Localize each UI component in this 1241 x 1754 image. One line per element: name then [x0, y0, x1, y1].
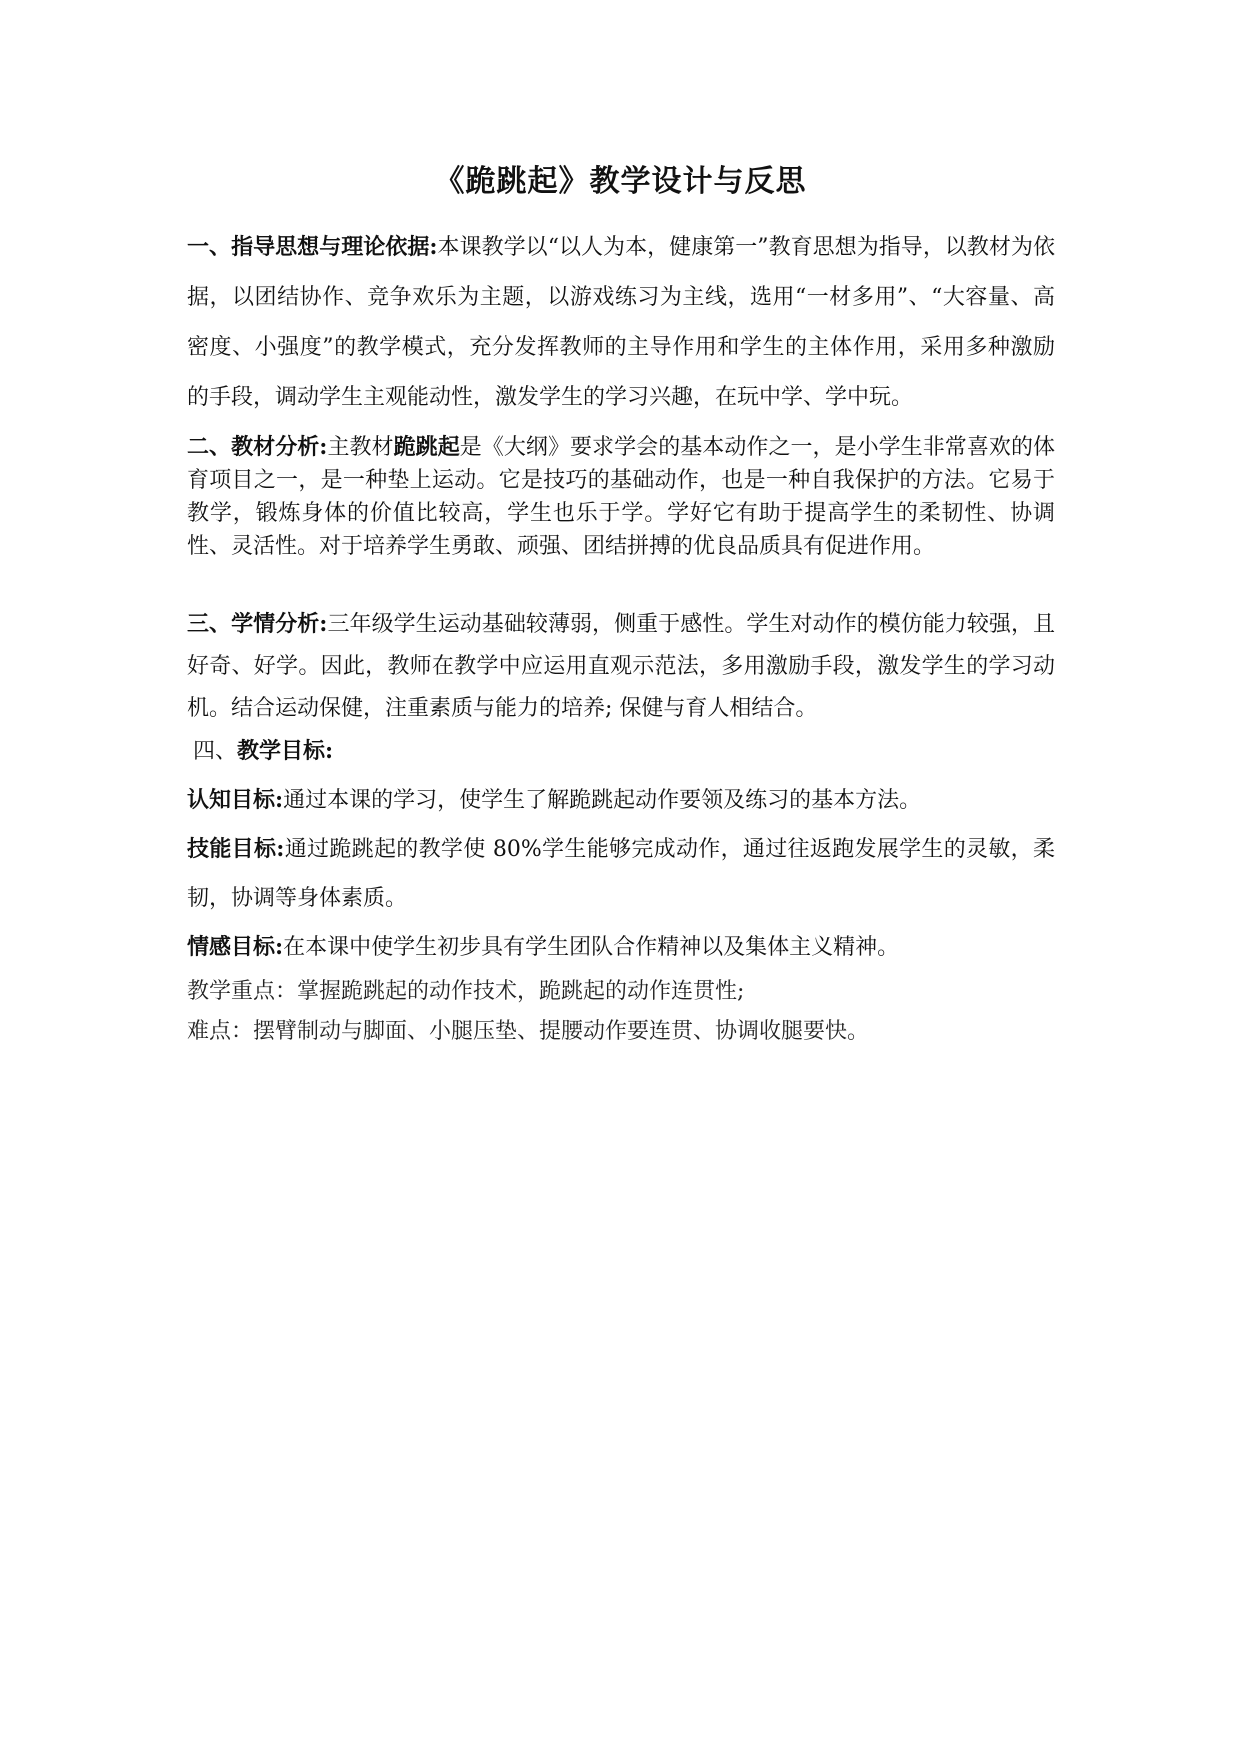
goal-text: 通过本课的学习，使学生了解跪跳起动作要领及练习的基本方法。 [283, 788, 922, 813]
section-heading: 一、指导思想与理论依据: [187, 234, 438, 260]
emphasized-term: 跪跳起 [393, 434, 460, 460]
document-title: 《跪跳起》教学设计与反思 [434, 164, 807, 199]
teaching-difficulties: 难点：摆臂制动与脚面、小腿压垫、提腰动作要连贯、协调收腿要快。 [187, 1019, 870, 1044]
document-body [187, 222, 1055, 1052]
section-heading: 二、教材分析: [187, 434, 328, 460]
goal-label: 技能目标: [187, 836, 285, 862]
goal-cognitive [187, 776, 1055, 825]
goal-label: 情感目标: [187, 934, 284, 960]
section-guiding-ideology [187, 222, 1055, 423]
section-number: 四、 [193, 739, 238, 764]
section-heading: 教学目标: [237, 738, 334, 764]
goal-emotional [187, 923, 1055, 972]
section-student-analysis [187, 603, 1055, 730]
section-teaching-goals-heading [187, 730, 1055, 773]
teaching-key-points: 教学重点：掌握跪跳起的动作技术，跪跳起的动作连贯性; [187, 979, 745, 1004]
section-text: 三年级学生运动基础较薄弱，侧重于感性。学生对动作的模仿能力较强，且好奇、好学。因此，教师在教学中应运用直观示范法，多用激励手段，激发学生的学习动机。结合运动保健，注重素质与能力的培养; 保健与育人相结合。 [187, 612, 1055, 721]
section-text: 是《大纲》要求学会的基本动作之一，是小学生非常喜欢的体育项目之一，是一种垫上运动。它是技巧的基础动作，也是一种自我保护的方法。它易于教学，锻炼身体的价值比较高，学生也乐于学。学好它有助于提高学生的柔韧性、协调性、灵活性。对于培养学生勇敢、顽强、团结拼搏的优良品质具有促进作用。 [187, 435, 1055, 559]
section-heading: 三、学情分析: [187, 611, 328, 637]
goal-text: 通过跪跳起的教学使 80%学生能够完成动作，通过往返跑发展学生的灵敏，柔韧，协调等身体素质。 [187, 837, 1055, 911]
goal-label: 认知目标: [187, 787, 284, 813]
goal-text: 在本课中使学生初步具有学生团队合作精神以及集体主义精神。 [283, 935, 900, 960]
section-text: 主教材 [327, 435, 394, 460]
section-material-analysis [187, 431, 1055, 563]
goal-skill [187, 825, 1055, 923]
section-text: 本课教学以“以人为本，健康第一”教育思想为指导，以教材为依据，以团结协作、竞争欢乐为主题，以游戏练习为主线，选用“一材多用”、“大容量、高密度、小强度”的教学模式，充分发挥教师的主导作用和学生的主体作用，采用多种激励的手段，调动学生主观能动性，激发学生的学习兴趣，在玩中学、学中玩。 [187, 235, 1055, 410]
